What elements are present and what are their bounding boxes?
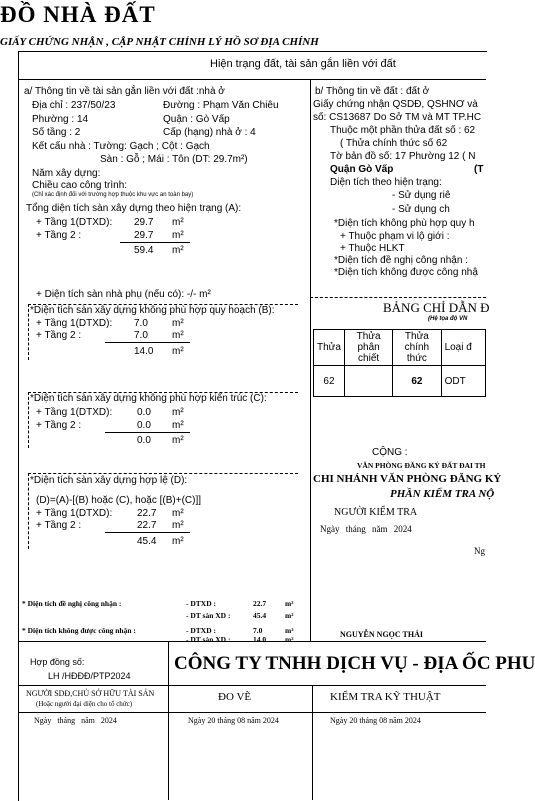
- cell-official: 62: [393, 366, 441, 397]
- recognized-dtsan-unit: m²: [285, 611, 294, 620]
- not-recognized-dtsan-label: - DT sàn XD :: [186, 635, 231, 644]
- divider: [18, 641, 486, 642]
- index-table: [313, 329, 486, 397]
- cell-split: [344, 366, 392, 397]
- recognized-dtxd-unit: m²: [285, 599, 294, 608]
- divider: [310, 297, 486, 299]
- c-row-1-label: + Tầng 1(DTXD):: [36, 407, 113, 418]
- not-recognized-dtxd-unit: m²: [285, 626, 294, 635]
- aux-area: + Diện tích sàn nhà phụ (nếu có): -/- m²: [36, 289, 211, 300]
- divider: [310, 79, 311, 641]
- grade: Cấp (hạng) nhà ở : 4: [163, 127, 256, 138]
- header-parcel: Thửa: [314, 330, 345, 366]
- structure: Kết cấu nhà : Tường: Gạch ; Cột : Gạch: [32, 141, 210, 152]
- b-row-1-unit: m²: [172, 318, 184, 329]
- d-row-2-value: 22.7: [137, 520, 157, 531]
- divider: [168, 641, 169, 800]
- sum-line: [105, 532, 190, 533]
- header-land-type: Loại đ: [441, 330, 485, 366]
- company-name: CÔNG TY TNHH DỊCH VỤ - ĐỊA ỐC PHU: [174, 653, 535, 674]
- contract-label: Hợp đồng số:: [30, 657, 85, 667]
- certificate-number: số: CS13687 Do Sở TM và MT TP.HC: [313, 112, 482, 123]
- total-row-1-unit: m²: [172, 217, 184, 228]
- recognized-dtsan-value: 45.4: [253, 611, 267, 620]
- total-title: Tổng diện tích sàn xây dựng theo hiện trạng (A):: [26, 203, 242, 214]
- section-b-title: b/ Thông tin về đất : đất ở: [315, 86, 430, 97]
- total-row-2-unit: m²: [172, 230, 184, 241]
- d-row-1-label: + Tầng 1(DTXD):: [36, 508, 113, 519]
- c-sum: 0.0: [137, 435, 151, 446]
- b-row-1-value: 7.0: [134, 318, 148, 329]
- district-suffix: (T: [474, 164, 484, 175]
- document-title: ĐỒ NHÀ ĐẤT: [0, 2, 156, 27]
- total-row-2-label: + Tầng 2 :: [36, 230, 82, 241]
- total-sum-unit: m²: [172, 245, 184, 256]
- c-row-2-value: 0.0: [137, 420, 151, 431]
- office-line-1: VĂN PHÒNG ĐĂNG KÝ ĐẤT ĐAI TH: [357, 461, 486, 470]
- not-recognized-label: * Diện tích không được công nhận :: [22, 626, 136, 635]
- inspector-date-right: Ng: [474, 546, 485, 556]
- c-row-1-value: 0.0: [137, 407, 151, 418]
- not-recognized-dtsan-value: 14.0: [253, 635, 267, 644]
- not-recognized-area: *Diện tích không được công nhậ: [334, 267, 478, 278]
- ward: Phường : 14: [32, 114, 89, 125]
- owner-date: Ngày tháng năm 2024: [34, 716, 117, 725]
- district: Quận Gò Vấp: [330, 164, 394, 175]
- table-header-row: [314, 330, 486, 366]
- cell-land-type: ODT: [441, 366, 485, 397]
- b-title: *Diện tích sàn xây dựng không phù hợp quy hoạch (B):: [30, 305, 275, 316]
- d-row-2-unit: m²: [172, 520, 184, 531]
- b-row-2-unit: m²: [172, 330, 184, 341]
- not-recognized-dtxd-label: - DTXD :: [186, 626, 216, 635]
- official-parcel: ( Thửa chính thức số 62: [340, 138, 448, 149]
- c-title: *Diện tích sàn xây dựng không phù hợp kiến trúc (C):: [30, 393, 267, 404]
- use-common: - Sử dụng ch: [392, 204, 450, 215]
- tech-check-title: KIỂM TRA KỸ THUẬT: [330, 691, 441, 703]
- owner-note: (Hoặc người đại diện cho tổ chức): [36, 700, 133, 708]
- contract-number: LH /HĐĐĐ/PTP2024: [48, 671, 131, 681]
- not-recognized-dtxd-value: 7.0: [253, 626, 263, 635]
- sum-line: [120, 242, 190, 243]
- d-formula: (D)=(A)-[(B) hoặc (C), hoặc [(B)+(C)]]: [36, 495, 202, 506]
- certificate: Giấy chứng nhận QSDĐ, QSHNƠ và: [313, 99, 478, 110]
- d-sum-unit: m²: [172, 536, 184, 547]
- inspector-title: NGƯỜI KIỂM TRA: [334, 507, 418, 518]
- c-row-2-unit: m²: [172, 420, 184, 431]
- tech-check-date: Ngày 20 tháng 08 năm 2024: [330, 716, 421, 725]
- road-boundary: + Thuộc phạm vi lộ giới :: [340, 231, 450, 242]
- c-sum-unit: m²: [172, 435, 184, 446]
- header-split-parcel: Thửa phân chiết: [344, 330, 392, 366]
- d-row-1-value: 22.7: [137, 508, 157, 519]
- sum-line: [105, 432, 190, 433]
- d-row-2-label: + Tầng 2 :: [36, 520, 82, 531]
- drawn-title: ĐO VẼ: [218, 691, 252, 703]
- floors: Số tầng : 2: [32, 127, 81, 138]
- proposed-area: *Diện tích đề nghị công nhận :: [334, 255, 468, 266]
- b-row-1-label: + Tầng 1(DTXD):: [36, 318, 113, 329]
- district: Quận : Gò Vấp: [163, 114, 230, 125]
- b-sum: 14.0: [134, 346, 154, 357]
- recognized-label: * Diện tích đề nghị công nhận :: [22, 599, 122, 608]
- not-recognized-dtsan-unit: m²: [285, 635, 294, 644]
- cell-parcel: 62: [314, 366, 345, 397]
- d-title: *Diện tích sàn xây dựng hợp lệ (D):: [30, 475, 188, 486]
- divider: [18, 79, 486, 80]
- unsuitable-area: *Diện tích không phù hợp quy h: [334, 218, 475, 229]
- index-table-title: BẢNG CHỈ DẪN Đ: [383, 300, 490, 315]
- drawn-date: Ngày 20 tháng 08 năm 2024: [188, 716, 279, 725]
- d-sum: 45.4: [137, 536, 157, 547]
- b-sum-unit: m²: [172, 346, 184, 357]
- sum-line: [105, 342, 190, 343]
- header-official-parcel: Thửa chính thức: [393, 330, 441, 366]
- inspector-name: NGUYỄN NGỌC THÁI: [340, 630, 423, 639]
- total-sum: 59.4: [134, 245, 154, 256]
- current-state-title: Hiện trạng đất, tài sản gắn liền với đất: [210, 58, 396, 70]
- inspector-date: Ngày tháng năm 2024: [320, 524, 412, 534]
- check-title: PHẦN KIỂM TRA NỘ: [390, 488, 495, 500]
- c-row-2-label: + Tầng 2 :: [36, 420, 82, 431]
- table-row: [314, 366, 486, 397]
- floor-roof: Sàn : Gỗ ; Mái : Tôn (DT: 29.7m²): [100, 154, 248, 165]
- document-subtitle: GIẤY CHỨNG NHẬN , CẬP NHẬT CHỈNH LÝ HỒ SƠ ĐỊA CHÍNH: [0, 36, 319, 48]
- total-row-1-value: 29.7: [134, 217, 154, 228]
- use-private: - Sử dụng riê: [392, 190, 451, 201]
- land-area: Diện tích theo hiện trạng:: [330, 177, 442, 188]
- d-row-1-unit: m²: [172, 508, 184, 519]
- c-row-1-unit: m²: [172, 407, 184, 418]
- map-sheet: Tờ bản đồ số: 17 Phường 12 ( N: [330, 151, 476, 162]
- recognized-dtsan-label: - DT sàn XD :: [186, 611, 231, 620]
- total-label: CỘNG :: [372, 447, 408, 458]
- address: Địa chỉ : 237/50/23: [32, 100, 116, 111]
- total-row-2-value: 29.7: [134, 230, 154, 241]
- hlkt: + Thuộc HLKT: [340, 243, 405, 254]
- b-row-2-value: 7.0: [134, 330, 148, 341]
- recognized-dtxd-label: - DTXD :: [186, 599, 216, 608]
- build-year: Năm xây dựng:: [32, 168, 101, 179]
- total-row-1-label: + Tầng 1(DTXD):: [36, 217, 113, 228]
- recognized-dtxd-value: 22.7: [253, 599, 267, 608]
- height: Chiều cao công trình:: [32, 180, 128, 191]
- divider: [312, 685, 313, 800]
- divider: [18, 685, 486, 686]
- owner-title: NGƯỜI SDĐ,CHỦ SỞ HỮU TÀI SẢN: [26, 689, 155, 698]
- divider: [18, 712, 486, 713]
- section-a-title: a/ Thông tin về tài sản gắn liền với đất :nhà ở: [24, 86, 225, 97]
- street: Đường : Phạm Văn Chiêu: [163, 100, 279, 111]
- b-row-2-label: + Tầng 2 :: [36, 330, 82, 341]
- height-note: (Chỉ xác định đối với trường hợp thuộc khu vực an toàn bay): [32, 192, 194, 198]
- parcel-part: Thuộc một phần thửa đất số : 62: [330, 125, 476, 136]
- index-table-subtitle: (Hệ tọa độ VN: [428, 316, 468, 322]
- office-line-2: CHI NHÁNH VĂN PHÒNG ĐĂNG KÝ: [313, 473, 502, 485]
